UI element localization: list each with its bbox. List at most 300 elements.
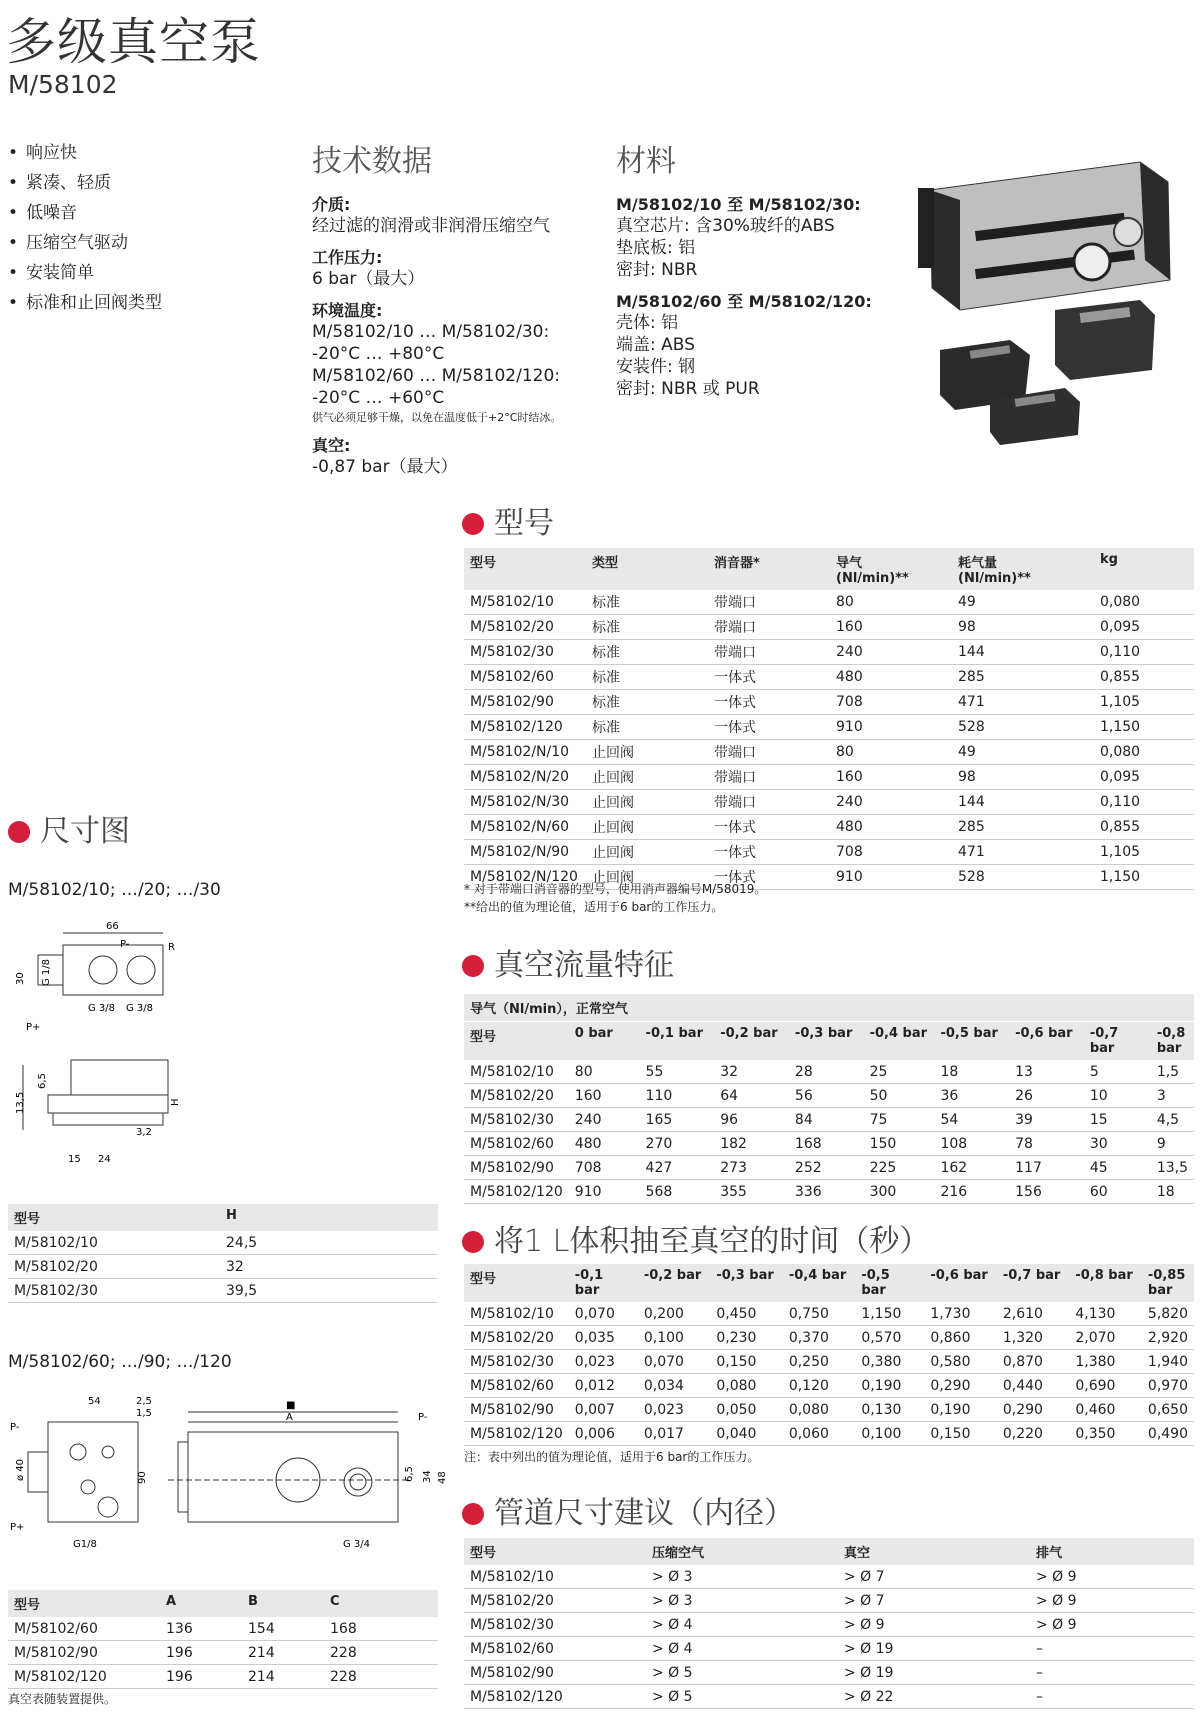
table-cell: 1,5 [1151, 1060, 1194, 1084]
table-cell: M/58102/10 [464, 590, 586, 615]
col-header: -0,3 bar [789, 1022, 864, 1060]
tech-data-section [312, 136, 602, 478]
table-cell: M/58102/20 [8, 1255, 220, 1279]
table-cell: 标准 [586, 715, 708, 740]
material-line: 密封: NBR 或 PUR [616, 379, 760, 399]
col-header: C [324, 1590, 438, 1617]
table-cell: 止回阀 [586, 765, 708, 790]
dim-label: 66 [106, 921, 119, 932]
table-cell: 49 [952, 590, 1094, 615]
pump-small-unit [1055, 300, 1155, 380]
table-cell: 240 [830, 640, 952, 665]
table-cell: 1,940 [1142, 1350, 1194, 1374]
table-cell: 带端口 [708, 790, 830, 815]
table-cell: 214 [242, 1665, 324, 1689]
material-line: 密封: NBR [616, 260, 698, 280]
dim-label: 90 [137, 1471, 148, 1484]
table-cell: 54 [934, 1108, 1009, 1132]
section-bullet-icon [462, 955, 484, 977]
col-header: 型号 [464, 1022, 569, 1060]
table-cell: 160 [830, 615, 952, 640]
col-header: H [220, 1204, 438, 1231]
table-row [464, 640, 1194, 665]
dim-label: ■ [286, 1400, 296, 1411]
table-cell: 50 [864, 1084, 935, 1108]
evac-table [464, 1264, 1194, 1446]
table-cell: 1,150 [1094, 865, 1194, 890]
table-cell: 32 [220, 1255, 438, 1279]
table-cell: M/58102/60 [464, 1374, 569, 1398]
pressure-label: 工作压力: [312, 248, 383, 267]
table-cell: 止回阀 [586, 790, 708, 815]
table-cell: 0,006 [569, 1422, 638, 1446]
table-cell: 480 [569, 1132, 640, 1156]
dimension-drawing-small [8, 915, 208, 1175]
table-cell: 0,220 [997, 1422, 1069, 1446]
table-cell: 标准 [586, 615, 708, 640]
table-cell: 0,870 [997, 1350, 1069, 1374]
table-cell: 36 [934, 1084, 1009, 1108]
col-header: 消音器* [708, 548, 830, 590]
table-cell: 0,095 [1094, 765, 1194, 790]
dim-label: P- [418, 1412, 428, 1423]
table-row [464, 1398, 1194, 1422]
table-cell: 一体式 [708, 715, 830, 740]
table-row [464, 815, 1194, 840]
material-line: 壳体: 铝 [616, 313, 679, 333]
table-row [464, 1613, 1194, 1637]
table-row [8, 1231, 438, 1255]
dims-footnote: 真空表随装置提供。 [8, 1692, 117, 1706]
table-cell: 0,370 [783, 1326, 855, 1350]
feature-item: • 安装简单 [8, 258, 162, 288]
col-header: 真空 [838, 1538, 1030, 1565]
table-cell: M/58102/90 [464, 690, 586, 715]
temperature-line: -20°C … +80°C [312, 344, 445, 364]
pipe-table [464, 1538, 1194, 1709]
table-cell: 336 [789, 1180, 864, 1204]
medium-value: 经过滤的润滑或非润滑压缩空气 [312, 216, 550, 236]
table-cell: 0,230 [710, 1326, 782, 1350]
table-row [464, 615, 1194, 640]
table-cell: 96 [714, 1108, 789, 1132]
flow-table [464, 1022, 1194, 1204]
col-header: -0,85 bar [1142, 1264, 1194, 1302]
table-cell: 55 [640, 1060, 715, 1084]
table-row [464, 790, 1194, 815]
table-cell: 0,023 [569, 1350, 638, 1374]
feature-item: • 紧凑、轻质 [8, 168, 162, 198]
table-cell: 带端口 [708, 615, 830, 640]
table-row [464, 1565, 1194, 1589]
table-cell: 0,380 [855, 1350, 924, 1374]
table-cell: 0,150 [710, 1350, 782, 1374]
table-row [464, 665, 1194, 690]
col-header: -0,8 bar [1069, 1264, 1142, 1302]
dims-label-large: M/58102/60; …/90; …/120 [8, 1352, 232, 1372]
table-cell: 0,080 [783, 1398, 855, 1422]
table-cell: 2,920 [1142, 1326, 1194, 1350]
table-cell: 0,150 [924, 1422, 996, 1446]
table-cell: – [1030, 1685, 1194, 1709]
table-row [464, 740, 1194, 765]
col-header: -0,1 bar [640, 1022, 715, 1060]
table-cell: 0,460 [1069, 1398, 1142, 1422]
table-cell: 止回阀 [586, 840, 708, 865]
table-cell: M/58102/N/120 [464, 865, 586, 890]
table-cell: 39 [1009, 1108, 1084, 1132]
product-photo [900, 160, 1195, 480]
table-cell: 150 [864, 1132, 935, 1156]
dim-label: G 3/8 [126, 1003, 154, 1014]
table-cell: 156 [1009, 1180, 1084, 1204]
feature-list [8, 138, 162, 318]
table-row [8, 1255, 438, 1279]
table-cell: M/58102/20 [464, 1589, 646, 1613]
section-bullet-icon [462, 1503, 484, 1525]
col-header: 型号 [8, 1204, 220, 1231]
models-heading [462, 498, 554, 542]
table-cell: 带端口 [708, 640, 830, 665]
table-cell: 带端口 [708, 740, 830, 765]
table-cell: 标准 [586, 690, 708, 715]
table-cell: 39,5 [220, 1279, 438, 1303]
table-cell: > Ø 5 [646, 1685, 838, 1709]
table-cell: 1,150 [1094, 715, 1194, 740]
col-header: -0,1 bar [569, 1264, 638, 1302]
table-cell: M/58102/30 [464, 640, 586, 665]
feature-item: • 标准和止回阀类型 [8, 288, 162, 318]
table-cell: 480 [830, 665, 952, 690]
table-row [464, 1350, 1194, 1374]
table-cell: > Ø 3 [646, 1565, 838, 1589]
table-cell: 0,860 [924, 1326, 996, 1350]
dim-label: 54 [88, 1396, 101, 1407]
dim-label: G 3/8 [88, 1003, 116, 1014]
table-cell: 240 [569, 1108, 640, 1132]
table-cell: 528 [952, 715, 1094, 740]
table-row [464, 1180, 1194, 1204]
table-cell: > Ø 9 [1030, 1565, 1194, 1589]
table-cell: 0,200 [638, 1302, 710, 1326]
table-cell: > Ø 19 [838, 1637, 1030, 1661]
dims-heading [8, 806, 130, 850]
table-cell: 568 [640, 1180, 715, 1204]
table-row [464, 1326, 1194, 1350]
material-section [616, 136, 876, 400]
table-cell: 910 [830, 715, 952, 740]
col-header: -0,5 bar [934, 1022, 1009, 1060]
table-cell: 0,750 [783, 1302, 855, 1326]
table-cell: 708 [830, 840, 952, 865]
dimension-drawing-large [8, 1392, 448, 1562]
table-cell: 480 [830, 815, 952, 840]
table-cell: M/58102/60 [8, 1617, 160, 1641]
dim-label: P+ [26, 1022, 41, 1033]
col-header: kg [1094, 548, 1194, 590]
dim-label: 15 [68, 1154, 81, 1165]
table-row [8, 1279, 438, 1303]
table-cell: 0,060 [783, 1422, 855, 1446]
table-row [464, 1661, 1194, 1685]
pressure-value: 6 bar（最大） [312, 269, 425, 289]
table-cell: 0,855 [1094, 815, 1194, 840]
table-cell: M/58102/90 [464, 1398, 569, 1422]
table-cell: 一体式 [708, 690, 830, 715]
table-row [464, 765, 1194, 790]
table-cell: 80 [830, 740, 952, 765]
table-row [464, 1156, 1194, 1180]
table-cell: 0,190 [855, 1374, 924, 1398]
table-cell: 75 [864, 1108, 935, 1132]
dim-label: 2,5 [136, 1396, 152, 1407]
table-cell: M/58102/20 [464, 1084, 569, 1108]
table-cell: 64 [714, 1084, 789, 1108]
table-cell: 止回阀 [586, 740, 708, 765]
table-cell: 24,5 [220, 1231, 438, 1255]
table-cell: 0,570 [855, 1326, 924, 1350]
dim-label: H [170, 1098, 181, 1106]
table-cell: 0,450 [710, 1302, 782, 1326]
table-cell: 0,070 [569, 1302, 638, 1326]
table-cell: 0,130 [855, 1398, 924, 1422]
dim-label: 24 [98, 1154, 111, 1165]
col-header: -0,5 bar [855, 1264, 924, 1302]
table-cell: 标准 [586, 590, 708, 615]
dims-table-large [8, 1590, 438, 1689]
table-cell: 910 [569, 1180, 640, 1204]
col-header: -0,7 bar [997, 1264, 1069, 1302]
section-bullet-icon [462, 513, 484, 535]
table-cell: 78 [1009, 1132, 1084, 1156]
table-row [464, 840, 1194, 865]
table-cell: 0,440 [997, 1374, 1069, 1398]
table-cell: 300 [864, 1180, 935, 1204]
table-cell: M/58102/20 [464, 1326, 569, 1350]
temperature-line: -20°C … +60°C [312, 388, 445, 408]
table-cell: 0,035 [569, 1326, 638, 1350]
table-cell: M/58102/90 [8, 1641, 160, 1665]
table-cell: 136 [160, 1617, 242, 1641]
table-cell: M/58102/90 [464, 1661, 646, 1685]
table-cell: M/58102/120 [464, 1180, 569, 1204]
table-cell: 0,050 [710, 1398, 782, 1422]
table-cell: 30 [1084, 1132, 1151, 1156]
dims-table-small [8, 1204, 438, 1303]
table-cell: M/58102/N/30 [464, 790, 586, 815]
flow-subheader: 导气（Nl/min），正常空气 [464, 994, 1194, 1021]
col-header: -0,6 bar [924, 1264, 996, 1302]
table-cell: 0,970 [1142, 1374, 1194, 1398]
dim-label: R [168, 942, 175, 953]
table-cell: 一体式 [708, 865, 830, 890]
col-header: -0,8 bar [1151, 1022, 1194, 1060]
table-cell: 10 [1084, 1084, 1151, 1108]
table-cell: 止回阀 [586, 815, 708, 840]
col-header: A [160, 1590, 242, 1617]
pipe-heading-text: 管道尺寸建议（内径） [494, 1496, 794, 1531]
col-header: -0,2 bar [638, 1264, 710, 1302]
feature-item: • 低噪音 [8, 198, 162, 228]
col-header: -0,6 bar [1009, 1022, 1084, 1060]
models-table [464, 548, 1194, 890]
table-cell: 1,105 [1094, 840, 1194, 865]
table-cell: 9 [1151, 1132, 1194, 1156]
table-cell: M/58102/90 [464, 1156, 569, 1180]
table-cell: 0,190 [924, 1398, 996, 1422]
page-subtitle: M/58102 [8, 70, 118, 99]
col-header: 型号 [464, 548, 586, 590]
models-note: * 对于带端口消音器的型号，使用消声器编号M/58019。 [464, 882, 767, 896]
table-cell: 28 [789, 1060, 864, 1084]
table-cell: M/58102/60 [464, 665, 586, 690]
table-cell: 0,034 [638, 1374, 710, 1398]
table-cell: 0,017 [638, 1422, 710, 1446]
table-cell: 355 [714, 1180, 789, 1204]
table-cell: 285 [952, 665, 1094, 690]
table-cell: > Ø 4 [646, 1613, 838, 1637]
material-heading: 材料 [616, 144, 676, 179]
col-header: 型号 [464, 1264, 569, 1302]
table-cell: 0,650 [1142, 1398, 1194, 1422]
table-row [464, 690, 1194, 715]
dim-label: G 1/8 [41, 958, 52, 986]
table-cell: 427 [640, 1156, 715, 1180]
table-cell: 18 [1151, 1180, 1194, 1204]
table-row [464, 1084, 1194, 1108]
table-cell: M/58102/60 [464, 1637, 646, 1661]
table-row [8, 1641, 438, 1665]
table-cell: > Ø 19 [838, 1661, 1030, 1685]
table-cell: M/58102/10 [8, 1231, 220, 1255]
dim-label: 3,2 [136, 1127, 152, 1138]
table-cell: 285 [952, 815, 1094, 840]
table-cell: 0,095 [1094, 615, 1194, 640]
table-cell: 273 [714, 1156, 789, 1180]
col-header: 型号 [8, 1590, 160, 1617]
flow-heading-text: 真空流量特征 [494, 948, 674, 983]
table-cell: 0,110 [1094, 640, 1194, 665]
table-row [464, 1589, 1194, 1613]
table-cell: 0,007 [569, 1398, 638, 1422]
table-cell: 214 [242, 1641, 324, 1665]
table-row [464, 1422, 1194, 1446]
col-header: -0,7 bar [1084, 1022, 1151, 1060]
col-header: -0,4 bar [783, 1264, 855, 1302]
table-cell: 0,023 [638, 1398, 710, 1422]
table-cell: 32 [714, 1060, 789, 1084]
table-cell: – [1030, 1661, 1194, 1685]
table-cell: 56 [789, 1084, 864, 1108]
table-cell: 带端口 [708, 590, 830, 615]
table-cell: 225 [864, 1156, 935, 1180]
dim-label: 6,5 [37, 1073, 48, 1089]
table-cell: M/58102/30 [464, 1108, 569, 1132]
table-cell: 0,100 [638, 1326, 710, 1350]
table-cell: 0,080 [1094, 740, 1194, 765]
table-row [464, 715, 1194, 740]
table-cell: 165 [640, 1108, 715, 1132]
dim-label: G 3/4 [343, 1539, 371, 1550]
table-cell: 228 [324, 1665, 438, 1689]
feature-item: • 压缩空气驱动 [8, 228, 162, 258]
table-cell: – [1030, 1637, 1194, 1661]
table-cell: 228 [324, 1641, 438, 1665]
dim-label: 13,5 [15, 1091, 26, 1114]
table-cell: M/58102/10 [464, 1565, 646, 1589]
flow-heading [462, 940, 674, 984]
table-cell: 144 [952, 640, 1094, 665]
temperature-label: 环境温度: [312, 301, 383, 320]
table-cell: 154 [242, 1617, 324, 1641]
table-row [464, 1108, 1194, 1132]
table-cell: 5,820 [1142, 1302, 1194, 1326]
table-cell: M/58102/120 [464, 715, 586, 740]
table-cell: 15 [1084, 1108, 1151, 1132]
table-row [464, 1060, 1194, 1084]
table-cell: 0,490 [1142, 1422, 1194, 1446]
table-cell: 2,610 [997, 1302, 1069, 1326]
dim-label: A [286, 1412, 293, 1423]
table-cell: 标准 [586, 665, 708, 690]
table-cell: M/58102/120 [8, 1665, 160, 1689]
table-cell: M/58102/120 [464, 1685, 646, 1709]
table-cell: 0,110 [1094, 790, 1194, 815]
table-cell: 带端口 [708, 765, 830, 790]
table-cell: 80 [830, 590, 952, 615]
table-cell: 0,290 [924, 1374, 996, 1398]
tech-data-heading: 技术数据 [312, 144, 432, 179]
table-cell: M/58102/120 [464, 1422, 569, 1446]
table-cell: > Ø 7 [838, 1565, 1030, 1589]
table-cell: 13,5 [1151, 1156, 1194, 1180]
temperature-note: 供气必须足够干燥，以免在温度低于+2°C时结冰。 [312, 411, 562, 424]
table-cell: 1,150 [855, 1302, 924, 1326]
models-heading-text: 型号 [494, 506, 554, 541]
table-cell: 标准 [586, 640, 708, 665]
table-cell: 182 [714, 1132, 789, 1156]
table-cell: 49 [952, 740, 1094, 765]
table-cell: M/58102/20 [464, 615, 586, 640]
table-cell: 止回阀 [586, 865, 708, 890]
material-line: 垫底板: 铝 [616, 238, 696, 258]
material-line: 安装件: 钢 [616, 357, 696, 377]
table-cell: > Ø 9 [1030, 1589, 1194, 1613]
table-cell: 1,380 [1069, 1350, 1142, 1374]
col-header: B [242, 1590, 324, 1617]
table-cell: 0,290 [997, 1398, 1069, 1422]
table-cell: > Ø 22 [838, 1685, 1030, 1709]
table-row [464, 1374, 1194, 1398]
table-cell: 0,070 [638, 1350, 710, 1374]
table-cell: 240 [830, 790, 952, 815]
table-cell: 0,250 [783, 1350, 855, 1374]
table-cell: 0,100 [855, 1422, 924, 1446]
table-cell: 168 [324, 1617, 438, 1641]
col-header: 压缩空气 [646, 1538, 838, 1565]
table-cell: 708 [569, 1156, 640, 1180]
table-row [464, 1637, 1194, 1661]
section-bullet-icon [8, 821, 30, 843]
table-cell: M/58102/N/20 [464, 765, 586, 790]
col-header: -0,3 bar [710, 1264, 782, 1302]
table-cell: 160 [569, 1084, 640, 1108]
evac-heading [462, 1216, 929, 1260]
table-cell: 0,350 [1069, 1422, 1142, 1446]
table-cell: 60 [1084, 1180, 1151, 1204]
dims-label-small: M/58102/10; …/20; …/30 [8, 880, 221, 900]
table-cell: 13 [1009, 1060, 1084, 1084]
